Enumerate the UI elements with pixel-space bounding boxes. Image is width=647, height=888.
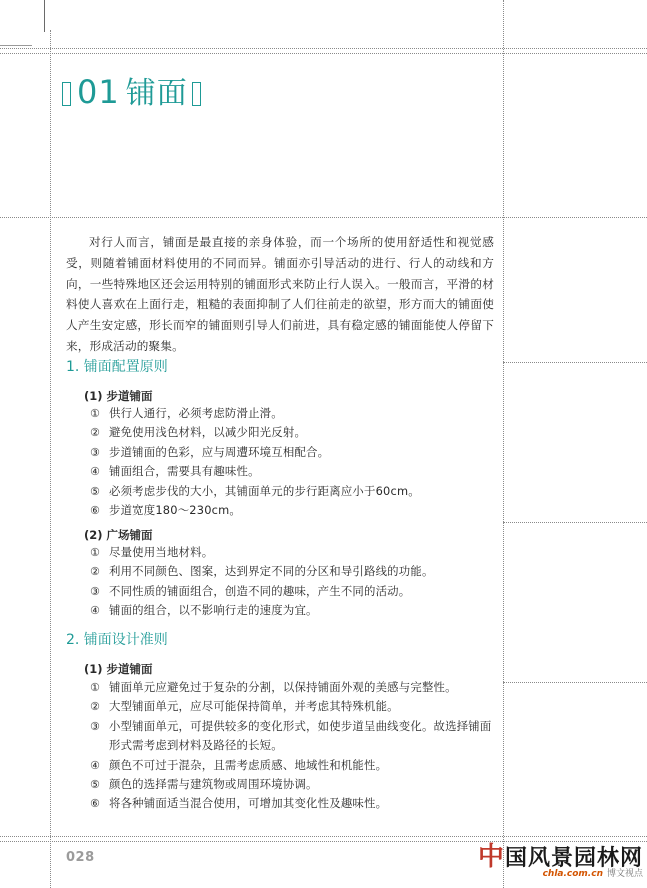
watermark-url: chla.com.cn <box>542 869 603 879</box>
item-number: ④ <box>90 465 101 479</box>
item-number: ① <box>90 407 101 420</box>
sub-heading-2-1: (1) 步道铺面 <box>84 662 153 676</box>
list-item <box>90 601 494 620</box>
right-margin-guide <box>503 0 504 888</box>
item-text: 尽量使用当地材料。 <box>109 545 214 559</box>
title-right-bracket <box>192 82 201 106</box>
watermark-logo <box>478 844 643 879</box>
item-text: 颜色的选择需与建筑物或周围环境协调。 <box>109 777 318 792</box>
left-margin-guide <box>50 30 51 888</box>
watermark-title <box>478 844 643 871</box>
item-number: ② <box>90 565 101 579</box>
list-item <box>90 562 494 581</box>
item-text: 将各种铺面适当混合使用，可增加其变化性及趣味性。 <box>109 796 388 811</box>
item-number: ③ <box>90 584 101 598</box>
item-text: 避免使用浅色材料，以减少阳光反射。 <box>109 425 307 440</box>
watermark-rest: 国风景园林网 <box>504 845 643 871</box>
list-item <box>90 543 494 562</box>
item-text: 步道铺面的色彩，应与周遭环境互相配合。 <box>109 444 330 459</box>
item-number: ④ <box>90 604 101 618</box>
crop-mark-vertical <box>44 0 45 32</box>
sub-heading-1-2: (2) 广场铺面 <box>84 528 153 542</box>
watermark-tag: 博文视点 <box>606 869 643 879</box>
list-item <box>90 462 494 481</box>
item-number: ⑤ <box>90 778 101 792</box>
title-number: 01 <box>77 73 120 111</box>
item-text: 步道宽度180～230cm。 <box>109 503 241 518</box>
section-heading-1: 1. 铺面配置原则 <box>66 359 168 375</box>
item-text: 铺面组合，需要具有趣味性。 <box>109 464 260 479</box>
list-item <box>90 482 494 501</box>
item-number: ⑥ <box>90 797 101 811</box>
list-item <box>90 423 494 442</box>
item-text: 利用不同颜色、图案，达到界定不同的分区和导引路线的功能。 <box>109 564 434 579</box>
list-item <box>90 697 494 716</box>
top-guide-1 <box>0 48 647 49</box>
list-item <box>90 443 494 462</box>
list-1-2 <box>90 543 494 621</box>
top-guide-2 <box>0 53 647 54</box>
item-number: ③ <box>90 719 101 733</box>
section-heading-2: 2. 铺面设计准则 <box>66 632 168 648</box>
item-number: ⑤ <box>90 484 101 498</box>
item-text: 必须考虑步伐的大小，其铺面单元的步行距离应小于60cm。 <box>109 483 420 498</box>
margin-guide-3 <box>503 682 647 683</box>
item-text: 不同性质的铺面组合，创造不同的趣味，产生不同的活动。 <box>109 583 411 598</box>
item-number: ⑥ <box>90 504 101 518</box>
list-item <box>90 756 494 775</box>
list-item <box>90 501 494 520</box>
title-text: 铺面 <box>125 76 188 111</box>
item-text: 颜色不可过于混杂，且需考虑质感、地域性和机能性。 <box>109 757 388 772</box>
item-number: ① <box>90 681 101 694</box>
page-number: 028 <box>66 850 95 865</box>
item-number: ② <box>90 426 101 440</box>
list-1-1 <box>90 404 494 520</box>
list-item <box>90 775 494 794</box>
item-number: ② <box>90 700 101 714</box>
list-item <box>90 582 494 601</box>
title-left-bracket <box>62 82 71 106</box>
item-text: 小型铺面单元，可提供较多的变化形式，如使步道呈曲线变化。故选择铺面形式需考虑到材料及路径的长短。 <box>109 718 492 753</box>
bottom-guide-2 <box>0 841 647 842</box>
margin-guide-2 <box>503 522 647 523</box>
item-text: 大型铺面单元，应尽可能保持简单，并考虑其特殊机能。 <box>109 699 399 714</box>
intro-paragraph: 对行人而言，铺面是最直接的亲身体验，而一个场所的使用舒适性和视觉感受，则随着铺面材料使用的不同而异。铺面亦引导活动的进行、行人的动线和方向，一些特殊地区还会运用特别的铺面形式来防止行人误入。一般而言，平滑的材料使人喜欢在上面行走，粗糙的表面抑制了人们往前走的欲望，形方而大的铺面使人产生安定感，形长而窄的铺面则引导人们前进，具有稳定感的铺面能使人停留下来，形成活动的聚集。 <box>66 235 494 353</box>
sub-heading-1-1: (1) 步道铺面 <box>84 389 153 403</box>
page-title <box>62 72 201 114</box>
item-number: ① <box>90 546 101 559</box>
list-item <box>90 678 494 697</box>
list-2-1 <box>90 678 494 814</box>
watermark-first-char: 中 <box>477 842 505 872</box>
bottom-guide-1 <box>0 836 647 837</box>
header-guide <box>0 217 647 218</box>
margin-guide-1 <box>503 362 647 363</box>
item-text: 供行人通行，必须考虑防滑止滑。 <box>109 406 283 420</box>
item-number: ③ <box>90 445 101 459</box>
list-item <box>90 717 494 756</box>
item-text: 铺面单元应避免过于复杂的分割，以保持铺面外观的美感与完整性。 <box>109 680 457 694</box>
item-number: ④ <box>90 758 101 772</box>
crop-mark-horizontal <box>0 45 32 46</box>
list-item <box>90 404 494 423</box>
list-item <box>90 794 494 813</box>
item-text: 铺面的组合，以不影响行走的速度为宜。 <box>109 603 318 618</box>
